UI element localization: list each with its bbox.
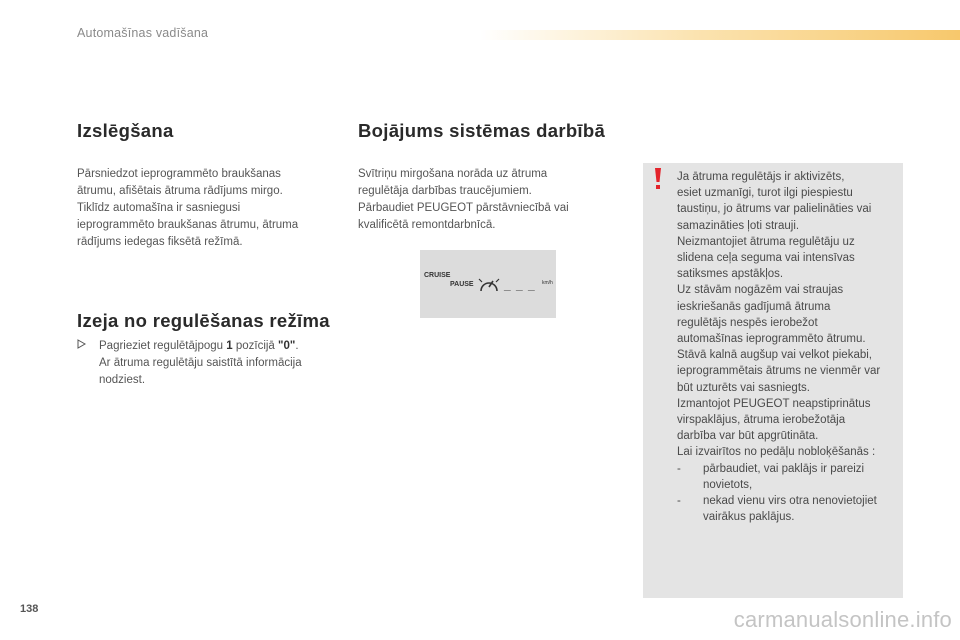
warning-box: [643, 163, 903, 598]
text-line: darbība var būt apgrūtināta.: [677, 430, 819, 443]
text-line: esiet uzmanīgi, turot ilgi piespiestu: [677, 187, 853, 200]
text-line: Pārbaudiet PEUGEOT pārstāvniecībā vai: [358, 202, 569, 214]
text-line: Neizmantojiet ātruma regulētāju uz: [677, 235, 855, 248]
text-line: Tiklīdz automašīna ir sasniegusi: [77, 202, 241, 214]
text-line: taustiņu, jo ātrums var palielināties vai: [677, 203, 872, 216]
text-line: Ar ātruma regulētāju saistītā informācija: [99, 357, 302, 369]
text-line: rādījums iedegas fiksētā režīmā.: [77, 236, 243, 248]
cluster-cruise-label: CRUISE: [424, 272, 451, 279]
exit-mode-bullet: [77, 338, 339, 390]
text-line: novietots,: [703, 478, 753, 491]
cluster-unit-label: km/h: [542, 280, 553, 286]
text-line: slidena ceļa seguma vai intensīvas: [677, 252, 855, 265]
instrument-cluster-image: [420, 250, 556, 318]
text-line: pārbaudiet, vai paklājs ir pareizi: [703, 462, 865, 475]
text-line: nekad vienu virs otra nenovietojiet: [703, 495, 877, 508]
text-line: Svītriņu mirgošana norāda uz ātruma: [358, 168, 548, 180]
text-line: Pārsniedzot ieprogrammēto braukšanas: [77, 168, 281, 180]
warning-list-item: [677, 461, 899, 493]
text-line: virspaklājus, ātruma ierobežotāja: [677, 414, 846, 427]
malfunction-text: [358, 166, 628, 234]
list-dash: -: [677, 495, 681, 508]
text-line: regulētājs nespēs ierobežot: [677, 316, 818, 329]
text-line: būt uzturēts vai sasniegts.: [677, 381, 810, 394]
warning-text: [677, 169, 899, 525]
cluster-pause-label: PAUSE: [450, 281, 474, 288]
text-line: Stāvā kalnā augšup vai velkot piekabi,: [677, 349, 872, 362]
text-line: Lai izvairītos no pedāļu nobloķēšanās :: [677, 446, 876, 459]
section-title-exit-mode: Izeja no regulēšanas režīma: [77, 310, 330, 331]
warning-list-item: [677, 493, 899, 525]
text-line: Izmantojot PEUGEOT neapstiprinātus: [677, 397, 871, 410]
text-line: automašīnas ieprogrammēto ātrumu.: [677, 333, 866, 346]
text-line: ieskriešanās gadījumā ātruma: [677, 300, 831, 313]
text-line: samazināties ļoti strauji.: [677, 219, 800, 232]
header-title: Automašīnas vadīšana: [77, 26, 209, 40]
text-line: ieprogrammēto braukšanas ātrumu, ātruma: [77, 219, 299, 231]
text-line: kvalificētā remontdarbnīcā.: [358, 219, 496, 231]
text-line: satiksmes apstākļos.: [677, 268, 784, 281]
text-line: Ja ātruma regulētājs ir aktivizēts,: [677, 171, 845, 183]
exit-mode-text: [99, 338, 339, 389]
text-line: vairākus paklājus.: [703, 511, 795, 524]
text-line: ieprogrammētais ātrums ne vienmēr var: [677, 365, 881, 378]
text-line: ātrumu, afišētais ātruma rādījums mirgo.: [77, 185, 283, 197]
text-line: Pagrieziet regulētājpogu 1 pozīcijā "0".: [99, 340, 299, 352]
cluster-speed-dashes: _ _ _: [504, 278, 536, 292]
bullet-arrow-icon: [77, 338, 86, 355]
list-dash: -: [677, 462, 681, 475]
section-title-malfunction: Bojājums sistēmas darbībā: [358, 120, 606, 141]
page-number: 138: [20, 603, 39, 615]
section-title-switch-off: Izslēgšana: [77, 120, 174, 141]
exclamation-icon: [653, 167, 663, 196]
header-accent-bar: [480, 30, 960, 40]
text-line: regulētāja darbības traucējumiem.: [358, 185, 532, 197]
speedometer-icon: [478, 276, 500, 299]
text-line: nodziest.: [99, 374, 146, 386]
text-line: Uz stāvām nogāzēm vai straujas: [677, 284, 844, 297]
watermark: carmanualsonline.info: [733, 607, 952, 632]
switch-off-text: [77, 166, 337, 251]
